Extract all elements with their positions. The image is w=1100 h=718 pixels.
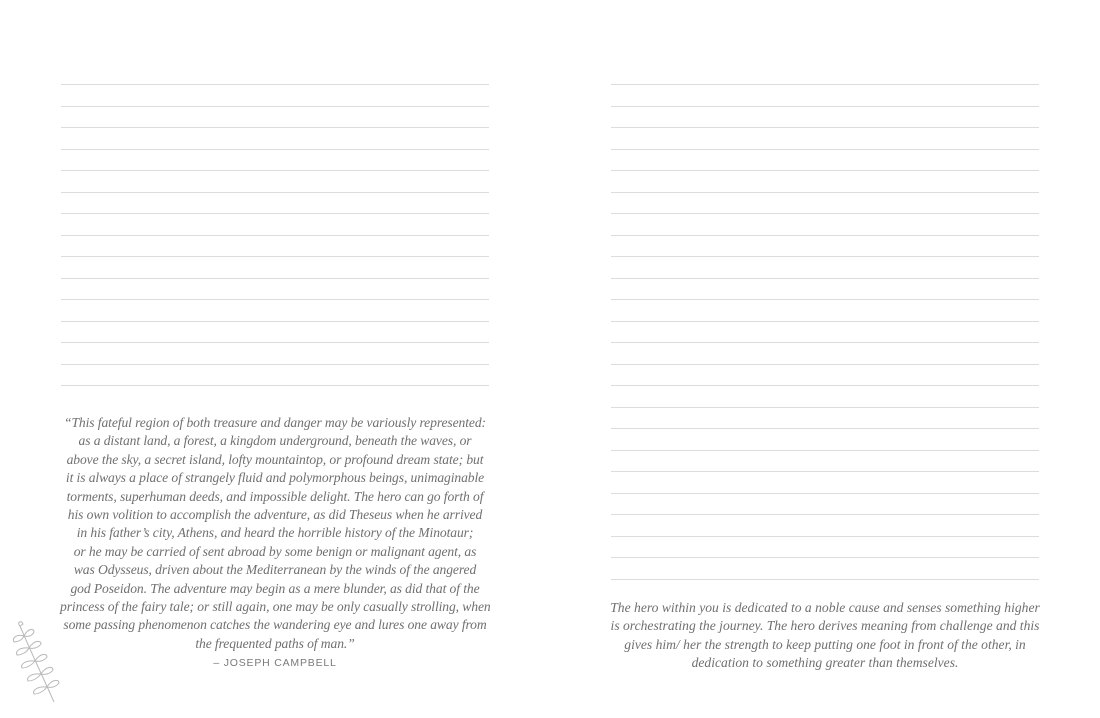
writing-line <box>611 192 1039 193</box>
writing-line <box>611 84 1039 85</box>
writing-line <box>61 127 489 128</box>
quote-line: it is always a place of strangely fluid and polymorphous beings, unimaginable <box>65 470 485 486</box>
writing-line <box>611 256 1039 257</box>
quote-line: is orchestrating the journey. The hero derives meaning from challenge and this <box>610 618 1040 634</box>
quote-line: as a distant land, a forest, a kingdom underground, beneath the waves, or <box>78 433 472 449</box>
writing-line <box>61 192 489 193</box>
writing-line <box>61 84 489 85</box>
fern-leaf-icon <box>10 620 68 704</box>
writing-line <box>61 235 489 236</box>
quote-line: was Odysseus, driven about the Mediterranean by the winds of the angered <box>73 562 477 578</box>
writing-line <box>611 428 1039 429</box>
hero-quote <box>610 599 1040 673</box>
writing-line <box>611 342 1039 343</box>
quote-line: “This fateful region of both treasure and danger may be variously represented: <box>64 415 486 430</box>
writing-line <box>61 106 489 107</box>
writing-line <box>611 385 1039 386</box>
quote-line: princess of the fairy tale; or still again, one may be only casually strolling, when <box>60 599 491 615</box>
quote-line: the frequented paths of man.” <box>195 635 355 651</box>
quote-line: torments, superhuman deeds, and impossible delight. The hero can go forth of <box>66 488 484 504</box>
writing-line <box>611 278 1039 279</box>
writing-line <box>61 170 489 171</box>
writing-line <box>61 278 489 279</box>
writing-line <box>61 256 489 257</box>
quote-line: The hero within you is dedicated to a noble cause and senses something higher <box>610 600 1040 615</box>
writing-line <box>611 364 1039 365</box>
writing-line <box>611 321 1039 322</box>
writing-line <box>61 321 489 322</box>
quote-line: his own volition to accomplish the adventure, as did Theseus when he arrived <box>67 507 483 523</box>
writing-line <box>611 213 1039 214</box>
writing-line <box>611 536 1039 537</box>
quote-attribution: – JOSEPH CAMPBELL <box>213 657 337 669</box>
writing-line <box>611 170 1039 171</box>
writing-line <box>611 471 1039 472</box>
writing-line <box>611 450 1039 451</box>
quote-line: above the sky, a secret island, lofty mountaintop, or profound dream state; but <box>66 451 484 467</box>
right-page <box>550 0 1100 718</box>
writing-line <box>611 235 1039 236</box>
quote-line: some passing phenomenon catches the wandering eye and lures one away from <box>63 617 487 633</box>
writing-line <box>611 299 1039 300</box>
writing-line <box>61 299 489 300</box>
quote-line: in his father’s city, Athens, and heard the horrible history of the Minotaur; <box>76 525 474 541</box>
quote-line: god Poseidon. The adventure may begin as a mere blunder, as did that of the <box>70 580 480 596</box>
writing-line <box>61 385 489 386</box>
writing-line <box>61 149 489 150</box>
writing-line <box>61 213 489 214</box>
quote-line: or he may be carried of sent abroad by some benign or malignant agent, as <box>73 543 477 559</box>
quote-line: dedication to something greater than themselves. <box>691 655 959 671</box>
writing-line <box>611 127 1039 128</box>
campbell-quote <box>60 414 490 653</box>
writing-line <box>611 106 1039 107</box>
writing-line <box>611 514 1039 515</box>
writing-line <box>611 557 1039 558</box>
writing-line <box>61 364 489 365</box>
writing-line <box>61 342 489 343</box>
writing-line <box>611 579 1039 580</box>
writing-line <box>611 407 1039 408</box>
writing-line <box>611 149 1039 150</box>
quote-line: gives him/ her the strength to keep putting one foot in front of the other, in <box>624 636 1026 652</box>
writing-line <box>611 493 1039 494</box>
